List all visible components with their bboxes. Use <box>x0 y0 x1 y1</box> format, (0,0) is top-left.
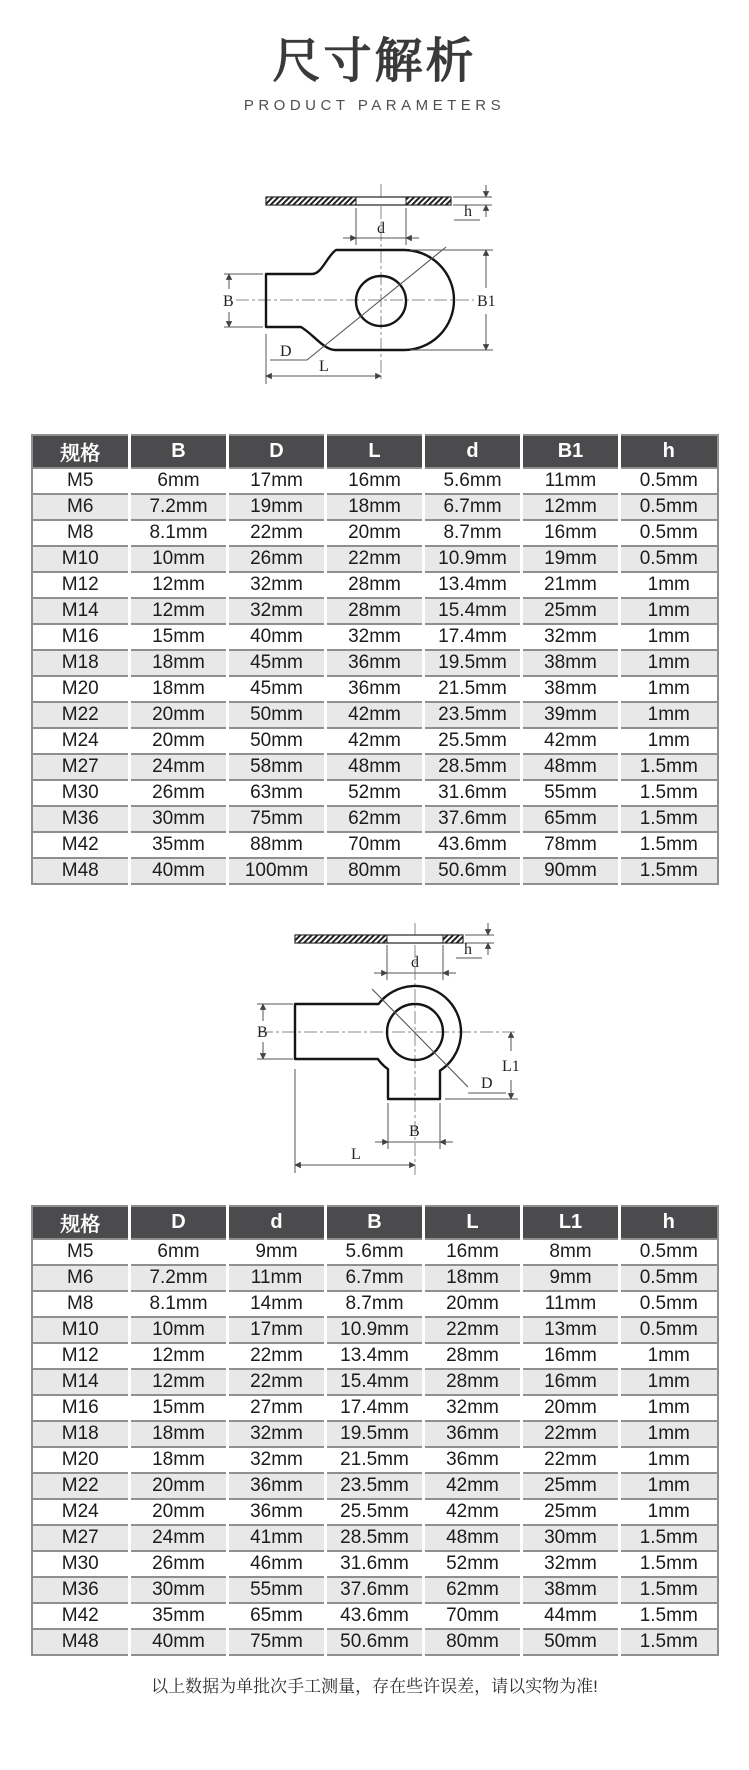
value-cell: 19.5mm <box>424 650 522 676</box>
value-cell: 19mm <box>522 546 620 572</box>
value-cell: 22mm <box>326 546 424 572</box>
column-header: 规格 <box>32 1206 130 1239</box>
dim-label-d: d <box>376 220 385 238</box>
value-cell: 36mm <box>228 1473 326 1499</box>
value-cell: 88mm <box>228 832 326 858</box>
value-cell: 7.2mm <box>130 1265 228 1291</box>
value-cell: 36mm <box>424 1447 522 1473</box>
dim-label-h: h <box>463 941 472 959</box>
table-row <box>32 1577 718 1603</box>
column-header: h <box>620 435 718 468</box>
value-cell: 11mm <box>522 468 620 494</box>
table-row <box>32 624 718 650</box>
value-cell: 1mm <box>620 598 718 624</box>
spec-cell: M5 <box>32 1239 130 1265</box>
value-cell: 31.6mm <box>326 1551 424 1577</box>
value-cell: 17.4mm <box>326 1395 424 1421</box>
value-cell: 20mm <box>130 1473 228 1499</box>
spec-cell: M8 <box>32 520 130 546</box>
spec-cell: M24 <box>32 728 130 754</box>
value-cell: 44mm <box>522 1603 620 1629</box>
washer-plan-view <box>295 986 468 1099</box>
table-row <box>32 520 718 546</box>
value-cell: 43.6mm <box>326 1603 424 1629</box>
diameter-line <box>307 247 446 360</box>
value-cell: 16mm <box>522 1343 620 1369</box>
two-tab-washer-diagram <box>200 921 550 1181</box>
value-cell: 24mm <box>130 1525 228 1551</box>
table-row <box>32 546 718 572</box>
table-row <box>32 1551 718 1577</box>
spec-cell: M24 <box>32 1499 130 1525</box>
value-cell: 0.5mm <box>620 546 718 572</box>
spec-cell: M20 <box>32 1447 130 1473</box>
table-row <box>32 1369 718 1395</box>
value-cell: 63mm <box>228 780 326 806</box>
value-cell: 37.6mm <box>424 806 522 832</box>
spec-cell: M12 <box>32 1343 130 1369</box>
value-cell: 13mm <box>522 1317 620 1343</box>
table-row <box>32 780 718 806</box>
value-cell: 1.5mm <box>639 1631 698 1653</box>
value-cell: 17.4mm <box>424 624 522 650</box>
value-cell: 0.5mm <box>620 494 718 520</box>
value-cell: 1.5mm <box>639 860 698 882</box>
value-cell: 18mm <box>130 650 228 676</box>
value-cell: 1mm <box>620 624 718 650</box>
value-cell: 46mm <box>228 1551 326 1577</box>
value-cell: 1.5mm <box>620 1577 718 1603</box>
value-cell: 1mm <box>620 1499 718 1525</box>
value-cell: 23.5mm <box>326 1473 424 1499</box>
value-cell: 1.5mm <box>620 754 718 780</box>
value-cell: 75mm <box>228 1629 326 1655</box>
value-cell: 28.5mm <box>326 1525 424 1551</box>
value-cell: 26mm <box>130 1551 228 1577</box>
value-cell: 41mm <box>228 1525 326 1551</box>
value-cell: 22mm <box>522 1421 620 1447</box>
value-cell: 40mm <box>130 1629 228 1655</box>
spec-cell: M10 <box>32 1317 130 1343</box>
value-cell: 32mm <box>326 624 424 650</box>
value-cell: 32mm <box>228 572 326 598</box>
dim-label-L1: L1 <box>501 1058 520 1076</box>
spec-cell: M20 <box>32 676 130 702</box>
spec-cell: M12 <box>32 572 130 598</box>
column-header: L <box>326 435 424 468</box>
value-cell: 17mm <box>228 1317 326 1343</box>
value-cell: 1mm <box>620 1343 718 1369</box>
value-cell: 65mm <box>228 1603 326 1629</box>
value-cell: 70mm <box>326 832 424 858</box>
spec-cell: M48 <box>32 1629 130 1655</box>
value-cell: 45mm <box>228 676 326 702</box>
table-row <box>32 572 718 598</box>
value-cell: 21.5mm <box>326 1447 424 1473</box>
value-cell: 1mm <box>620 1369 718 1395</box>
value-cell: 36mm <box>228 1499 326 1525</box>
value-cell: 38mm <box>522 1577 620 1603</box>
spec-cell: M27 <box>32 1525 130 1551</box>
value-cell: 12mm <box>130 1369 228 1395</box>
value-cell: 32mm <box>424 1395 522 1421</box>
value-cell: 37.6mm <box>326 1577 424 1603</box>
value-cell: 70mm <box>424 1603 522 1629</box>
spec-cell: M14 <box>32 1369 130 1395</box>
table-row <box>32 702 718 728</box>
value-cell: 35mm <box>130 1603 228 1629</box>
value-cell: 1mm <box>620 1421 718 1447</box>
value-cell: 18mm <box>130 1447 228 1473</box>
table-row <box>32 1291 718 1317</box>
value-cell: 12mm <box>130 598 228 624</box>
value-cell: 19.5mm <box>326 1421 424 1447</box>
value-cell: 48mm <box>522 754 620 780</box>
value-cell: 25.5mm <box>424 728 522 754</box>
value-cell: 26mm <box>228 546 326 572</box>
table-row <box>32 650 718 676</box>
value-cell: 22mm <box>228 520 326 546</box>
value-cell: 6mm <box>130 468 228 494</box>
table-row <box>32 728 718 754</box>
spec-cell: M42 <box>32 1603 130 1629</box>
value-cell: 20mm <box>130 728 228 754</box>
column-header: 规格 <box>32 435 130 468</box>
table-row <box>32 1473 718 1499</box>
value-cell: 10mm <box>130 546 228 572</box>
spec-cell: M8 <box>32 1291 130 1317</box>
value-cell: 16mm <box>522 1369 620 1395</box>
value-cell: 0.5mm <box>620 468 718 494</box>
spec-cell: M30 <box>32 780 130 806</box>
value-cell: 7.2mm <box>130 494 228 520</box>
column-header: d <box>424 435 522 468</box>
value-cell: 48mm <box>326 754 424 780</box>
page-subtitle: PRODUCT PARAMETERS <box>243 97 506 115</box>
value-cell: 18mm <box>130 1421 228 1447</box>
table-row <box>32 1421 718 1447</box>
value-cell: 8.1mm <box>130 1291 228 1317</box>
washer-side-view <box>266 197 451 205</box>
value-cell: 26mm <box>130 780 228 806</box>
value-cell: 1mm <box>620 702 718 728</box>
value-cell: 48mm <box>424 1525 522 1551</box>
value-cell: 38mm <box>522 650 620 676</box>
dim-label-h: h <box>463 203 472 221</box>
value-cell: 20mm <box>326 520 424 546</box>
value-cell: 16mm <box>424 1239 522 1265</box>
table-row <box>32 1265 718 1291</box>
value-cell: 30mm <box>130 1577 228 1603</box>
value-cell: 9mm <box>522 1265 620 1291</box>
spec-cell: M42 <box>32 832 130 858</box>
value-cell: 28mm <box>424 1369 522 1395</box>
column-header: B <box>130 435 228 468</box>
value-cell: 25mm <box>522 1473 620 1499</box>
value-cell: 16mm <box>522 520 620 546</box>
value-cell: 36mm <box>326 676 424 702</box>
value-cell: 20mm <box>522 1395 620 1421</box>
value-cell: 28mm <box>326 572 424 598</box>
value-cell: 14mm <box>228 1291 326 1317</box>
table-row <box>32 598 718 624</box>
title-block <box>0 0 749 114</box>
table-row <box>32 1629 718 1655</box>
value-cell: 42mm <box>424 1473 522 1499</box>
spec-cell: M27 <box>32 754 130 780</box>
value-cell: 24mm <box>130 754 228 780</box>
value-cell: 50.6mm <box>326 1629 424 1655</box>
table-row <box>32 494 718 520</box>
value-cell: 21.5mm <box>424 676 522 702</box>
dim-label-d: d <box>410 954 419 972</box>
value-cell: 52mm <box>326 780 424 806</box>
value-cell: 8.1mm <box>130 520 228 546</box>
table-row <box>32 1317 718 1343</box>
value-cell: 25mm <box>522 598 620 624</box>
single-tab-washer-diagram <box>200 144 550 389</box>
dim-label-B-bottom: B <box>408 1123 420 1141</box>
value-cell: 25mm <box>522 1499 620 1525</box>
header-row <box>32 1206 718 1239</box>
value-cell: 20mm <box>130 1499 228 1525</box>
value-cell: 55mm <box>522 780 620 806</box>
spec-cell: M6 <box>32 1265 130 1291</box>
dim-label-D: D <box>279 343 292 361</box>
value-cell: 15mm <box>130 624 228 650</box>
value-cell: 38mm <box>522 676 620 702</box>
value-cell: 23.5mm <box>424 702 522 728</box>
value-cell: 18mm <box>130 676 228 702</box>
page-title: 尺寸解析 <box>272 35 477 88</box>
value-cell: 0.5mm <box>620 1239 718 1265</box>
value-cell: 0.5mm <box>620 1265 718 1291</box>
value-cell: 50mm <box>522 1629 620 1655</box>
value-cell: 30mm <box>130 806 228 832</box>
dim-label-B-left: B <box>256 1024 268 1042</box>
value-cell: 9mm <box>228 1239 326 1265</box>
value-cell: 32mm <box>228 598 326 624</box>
value-cell: 19mm <box>228 494 326 520</box>
spec-cell: M6 <box>32 494 130 520</box>
table-row <box>32 1603 718 1629</box>
value-cell: 35mm <box>130 832 228 858</box>
value-cell: 8.7mm <box>424 520 522 546</box>
value-cell: 18mm <box>424 1265 522 1291</box>
dim-label-D: D <box>480 1075 493 1093</box>
value-cell: 1mm <box>620 1395 718 1421</box>
value-cell: 11mm <box>522 1291 620 1317</box>
value-cell: 5.6mm <box>326 1239 424 1265</box>
table-row <box>32 1447 718 1473</box>
value-cell: 58mm <box>228 754 326 780</box>
value-cell: 1.5mm <box>620 780 718 806</box>
value-cell: 40mm <box>228 624 326 650</box>
value-cell: 6.7mm <box>424 494 522 520</box>
value-cell: 0.5mm <box>620 1291 718 1317</box>
value-cell: 13.4mm <box>326 1343 424 1369</box>
value-cell: 28mm <box>326 598 424 624</box>
table-row <box>32 1525 718 1551</box>
dim-label-B1: B1 <box>476 293 496 311</box>
column-header: L <box>424 1206 522 1239</box>
spec-cell: M5 <box>32 468 130 494</box>
spec-cell: M22 <box>32 1473 130 1499</box>
spec-cell: M22 <box>32 702 130 728</box>
value-cell: 1.5mm <box>620 832 718 858</box>
value-cell: 8mm <box>522 1239 620 1265</box>
value-cell: 15mm <box>130 1395 228 1421</box>
value-cell: 1.5mm <box>620 1525 718 1551</box>
value-cell: 42mm <box>522 728 620 754</box>
table-row <box>32 806 718 832</box>
value-cell: 50mm <box>228 728 326 754</box>
value-cell: 78mm <box>522 832 620 858</box>
column-header: L1 <box>522 1206 620 1239</box>
value-cell: 31.6mm <box>424 780 522 806</box>
spec-cell: M48 <box>32 858 130 884</box>
value-cell: 22mm <box>424 1317 522 1343</box>
value-cell: 1.5mm <box>620 1551 718 1577</box>
table-row <box>32 832 718 858</box>
value-cell: 62mm <box>424 1577 522 1603</box>
spec-cell: M36 <box>32 806 130 832</box>
value-cell: 43.6mm <box>424 832 522 858</box>
dimension-h <box>453 185 492 220</box>
table-row <box>32 676 718 702</box>
value-cell: 36mm <box>424 1421 522 1447</box>
value-cell: 32mm <box>228 1421 326 1447</box>
value-cell: 11mm <box>228 1265 326 1291</box>
spec-cell: M30 <box>32 1551 130 1577</box>
table-row <box>32 1239 718 1265</box>
value-cell: 10.9mm <box>424 546 522 572</box>
header-row <box>32 435 718 468</box>
table-row <box>32 1395 718 1421</box>
value-cell: 80mm <box>326 858 424 884</box>
spec-cell: M18 <box>32 650 130 676</box>
table-row <box>32 468 718 494</box>
value-cell: 90mm <box>522 858 620 884</box>
value-cell: 22mm <box>228 1343 326 1369</box>
value-cell: 30mm <box>522 1525 620 1551</box>
size-table-single-tab <box>31 434 719 885</box>
value-cell: 27mm <box>228 1395 326 1421</box>
value-cell: 1.5mm <box>620 1603 718 1629</box>
value-cell: 32mm <box>522 624 620 650</box>
column-header: d <box>228 1206 326 1239</box>
value-cell: 20mm <box>130 702 228 728</box>
value-cell: 45mm <box>228 650 326 676</box>
value-cell: 18mm <box>326 494 424 520</box>
spec-cell: M10 <box>32 546 130 572</box>
spec-cell: M16 <box>32 1395 130 1421</box>
value-cell: 62mm <box>326 806 424 832</box>
value-cell: 1mm <box>620 572 718 598</box>
value-cell: 42mm <box>424 1499 522 1525</box>
value-cell: 1mm <box>620 650 718 676</box>
value-cell: 36mm <box>326 650 424 676</box>
value-cell: 1mm <box>620 676 718 702</box>
value-cell: 32mm <box>228 1447 326 1473</box>
value-cell: 1mm <box>620 728 718 754</box>
value-cell: 75mm <box>228 806 326 832</box>
value-cell: 39mm <box>522 702 620 728</box>
value-cell: 0.5mm <box>620 520 718 546</box>
size-table-two-tab <box>31 1205 719 1656</box>
footer-note: 以上数据为单批次手工测量，存在些许误差，请以实物为准! <box>151 1677 598 1697</box>
value-cell: 15.4mm <box>326 1369 424 1395</box>
spec-cell: M18 <box>32 1421 130 1447</box>
value-cell: 50.6mm <box>424 858 522 884</box>
value-cell: 12mm <box>522 494 620 520</box>
table-row <box>32 1343 718 1369</box>
value-cell: 10mm <box>130 1317 228 1343</box>
value-cell: 17mm <box>228 468 326 494</box>
spec-cell: M36 <box>32 1577 130 1603</box>
column-header: D <box>228 435 326 468</box>
value-cell: 42mm <box>326 702 424 728</box>
value-cell: 8.7mm <box>326 1291 424 1317</box>
washer-plan-view <box>266 247 454 360</box>
value-cell: 21mm <box>522 572 620 598</box>
table-row <box>32 858 718 884</box>
value-cell: 12mm <box>130 572 228 598</box>
column-header: B <box>326 1206 424 1239</box>
value-cell: 1mm <box>620 1473 718 1499</box>
column-header: h <box>620 1206 718 1239</box>
column-header: D <box>130 1206 228 1239</box>
value-cell: 65mm <box>522 806 620 832</box>
value-cell: 42mm <box>326 728 424 754</box>
value-cell: 1mm <box>620 1447 718 1473</box>
value-cell: 16mm <box>326 468 424 494</box>
table-row <box>32 1499 718 1525</box>
value-cell: 12mm <box>130 1343 228 1369</box>
washer-side-view <box>295 935 463 943</box>
dim-label-L: L <box>350 1146 361 1164</box>
value-cell: 22mm <box>228 1369 326 1395</box>
value-cell: 28mm <box>424 1343 522 1369</box>
value-cell: 28.5mm <box>424 754 522 780</box>
value-cell: 10.9mm <box>326 1317 424 1343</box>
spec-cell: M16 <box>32 624 130 650</box>
spec-cell: M14 <box>32 598 130 624</box>
table-row <box>32 754 718 780</box>
value-cell: 55mm <box>228 1577 326 1603</box>
value-cell: 0.5mm <box>620 1317 718 1343</box>
value-cell: 13.4mm <box>424 572 522 598</box>
dim-label-L: L <box>318 358 329 376</box>
column-header: B1 <box>522 435 620 468</box>
value-cell: 22mm <box>522 1447 620 1473</box>
value-cell: 32mm <box>522 1551 620 1577</box>
value-cell: 52mm <box>424 1551 522 1577</box>
value-cell: 6.7mm <box>326 1265 424 1291</box>
value-cell: 5.6mm <box>424 468 522 494</box>
value-cell: 50mm <box>228 702 326 728</box>
dim-label-B: B <box>222 293 234 311</box>
value-cell: 40mm <box>130 858 228 884</box>
value-cell: 1.5mm <box>620 806 718 832</box>
value-cell: 15.4mm <box>424 598 522 624</box>
value-cell: 80mm <box>424 1629 522 1655</box>
value-cell: 25.5mm <box>326 1499 424 1525</box>
value-cell: 100mm <box>228 858 326 884</box>
value-cell: 20mm <box>424 1291 522 1317</box>
value-cell: 6mm <box>130 1239 228 1265</box>
